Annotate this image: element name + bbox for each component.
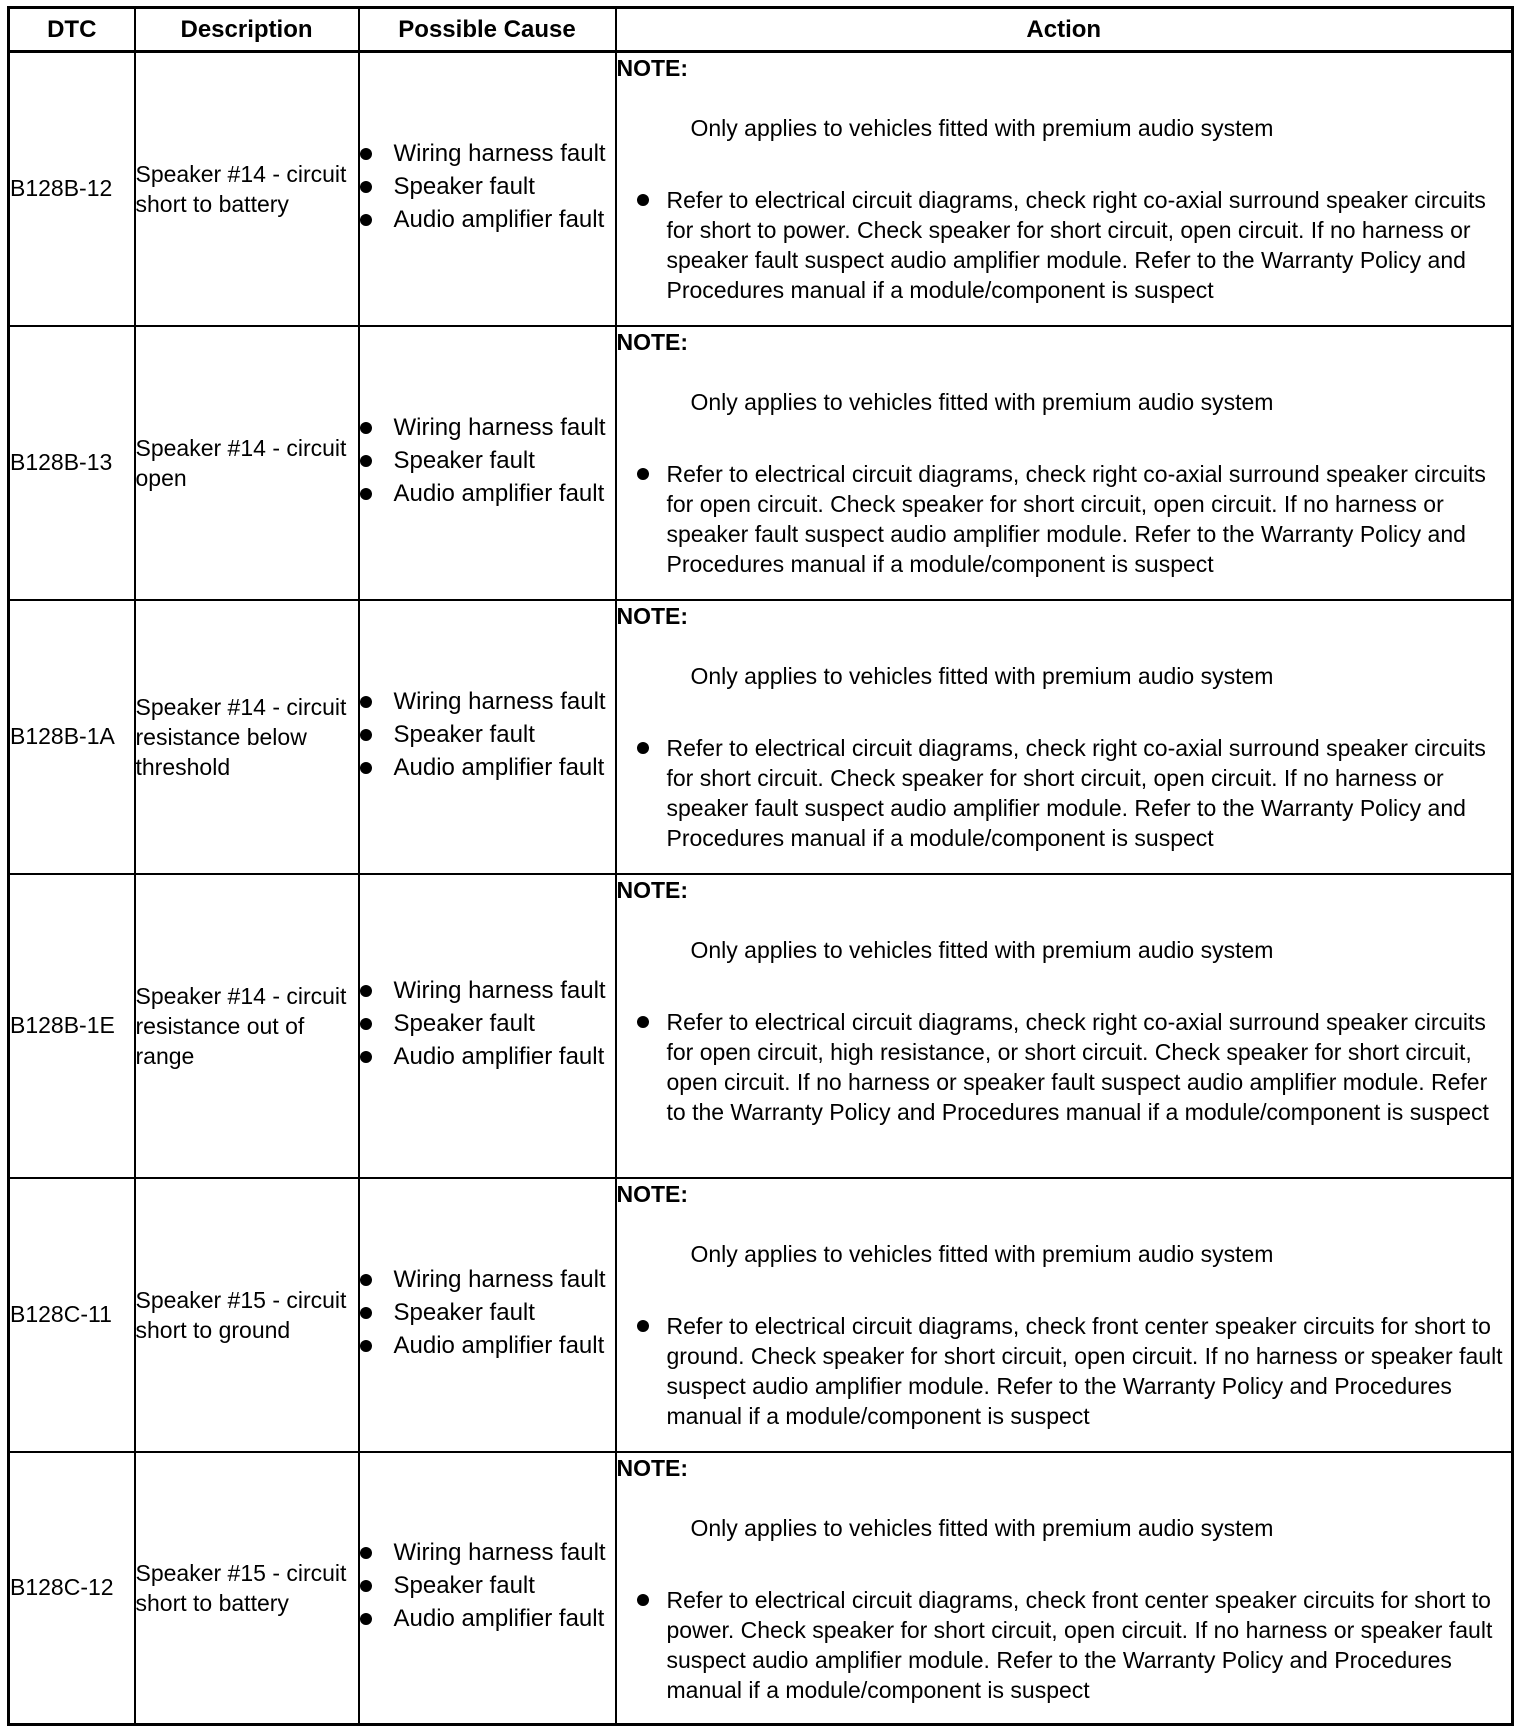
cause-list — [360, 1265, 615, 1361]
cause-item: Wiring harness fault — [360, 1538, 615, 1568]
note-text: Only applies to vehicles fitted with premium audio system — [690, 1240, 1274, 1267]
cause-item: Wiring harness fault — [360, 139, 615, 169]
cause-item: Audio amplifier fault — [360, 753, 615, 783]
header-dtc: DTC — [9, 8, 135, 52]
header-possible-cause: Possible Cause — [359, 8, 616, 52]
note-text: Only applies to vehicles fitted with premium audio system — [690, 388, 1274, 415]
cause-list — [360, 139, 615, 235]
possible-cause-cell — [359, 874, 616, 1178]
cause-item: Wiring harness fault — [360, 1265, 615, 1295]
cause-item: Wiring harness fault — [360, 976, 615, 1006]
possible-cause-cell — [359, 52, 616, 326]
dtc-description: Speaker #14 - circuit open — [135, 326, 359, 600]
dtc-description: Speaker #15 - circuit short to ground — [135, 1178, 359, 1452]
note-text: Only applies to vehicles fitted with premium audio system — [690, 662, 1274, 689]
cause-item: Speaker fault — [360, 1571, 615, 1601]
action-text: Refer to electrical circuit diagrams, check right co-axial surround speaker circuits for short circuit. Check speaker for short circuit, open circuit. If no harness or speaker fault suspect audio amplifier module. Refer to the Warranty Policy and Procedures manual if a module/component is suspect — [617, 733, 1512, 853]
action-cell — [616, 52, 1513, 326]
header-description: Description — [135, 8, 359, 52]
dtc-code: B128B-12 — [9, 52, 135, 326]
action-cell — [616, 874, 1513, 1178]
possible-cause-cell — [359, 326, 616, 600]
table-row — [9, 874, 1513, 1178]
dtc-description: Speaker #15 - circuit short to battery — [135, 1452, 359, 1725]
dtc-code: B128B-1A — [9, 600, 135, 874]
note-label: NOTE: — [616, 876, 689, 903]
note-label: NOTE: — [616, 602, 689, 629]
action-text: Refer to electrical circuit diagrams, check right co-axial surround speaker circuits for short to power. Check speaker for short circuit, open circuit. If no harness or speaker fault suspect audio amplifier module. Refer to the Warranty Policy and Procedures manual if a module/component is suspect — [617, 185, 1512, 305]
cause-item: Speaker fault — [360, 1298, 615, 1328]
cause-item: Speaker fault — [360, 172, 615, 202]
note-text: Only applies to vehicles fitted with premium audio system — [690, 1514, 1274, 1541]
dtc-code: B128C-12 — [9, 1452, 135, 1725]
header-row — [9, 8, 1513, 52]
dtc-code: B128B-1E — [9, 874, 135, 1178]
action-text: Refer to electrical circuit diagrams, check right co-axial surround speaker circuits for open circuit, high resistance, or short circuit. Check speaker for short circuit, open circuit. If no harness or speaker fault suspect audio amplifier module. Refer to the Warranty Policy and Procedures manual if a module/component is suspect — [617, 1007, 1512, 1127]
table-row — [9, 52, 1513, 326]
cause-item: Wiring harness fault — [360, 413, 615, 443]
note-label: NOTE: — [616, 1454, 689, 1481]
cause-list — [360, 1538, 615, 1634]
action-cell — [616, 600, 1513, 874]
header-action: Action — [616, 8, 1513, 52]
possible-cause-cell — [359, 600, 616, 874]
action-text: Refer to electrical circuit diagrams, check right co-axial surround speaker circuits for open circuit. Check speaker for short circuit, open circuit. If no harness or speaker fault suspect audio amplifier module. Refer to the Warranty Policy and Procedures manual if a module/component is suspect — [617, 459, 1512, 579]
action-text: Refer to electrical circuit diagrams, check front center speaker circuits for short to ground. Check speaker for short circuit, open circuit. If no harness or speaker fault suspect audio amplifier module. Refer to the Warranty Policy and Procedures manual if a module/component is suspect — [617, 1311, 1512, 1431]
possible-cause-cell — [359, 1178, 616, 1452]
cause-list — [360, 413, 615, 509]
cause-item: Audio amplifier fault — [360, 479, 615, 509]
table-row — [9, 600, 1513, 874]
note-label: NOTE: — [616, 1180, 689, 1207]
dtc-description: Speaker #14 - circuit resistance out of range — [135, 874, 359, 1178]
cause-list — [360, 976, 615, 1072]
cause-item: Speaker fault — [360, 720, 615, 750]
cause-item: Wiring harness fault — [360, 687, 615, 717]
cause-item: Audio amplifier fault — [360, 1331, 615, 1361]
dtc-code: B128B-13 — [9, 326, 135, 600]
note-text: Only applies to vehicles fitted with premium audio system — [690, 115, 1274, 141]
cause-item: Audio amplifier fault — [360, 1042, 615, 1072]
action-text: Refer to electrical circuit diagrams, check front center speaker circuits for short to power. Check speaker for short circuit, open circuit. If no harness or speaker fault suspect audio amplifier module. Refer to the Warranty Policy and Procedures manual if a module/component is suspect — [617, 1585, 1512, 1705]
action-cell — [616, 326, 1513, 600]
dtc-code: B128C-11 — [9, 1178, 135, 1452]
dtc-description: Speaker #14 - circuit short to battery — [135, 52, 359, 326]
cause-list — [360, 687, 615, 783]
table-row — [9, 326, 1513, 600]
note-label: NOTE: — [616, 328, 689, 355]
dtc-table — [7, 6, 1514, 1726]
dtc-description: Speaker #14 - circuit resistance below threshold — [135, 600, 359, 874]
cause-item: Speaker fault — [360, 446, 615, 476]
table-row — [9, 1452, 1513, 1725]
cause-item: Speaker fault — [360, 1009, 615, 1039]
note-label: NOTE: — [616, 55, 689, 81]
table-row — [9, 1178, 1513, 1452]
action-cell — [616, 1452, 1513, 1725]
possible-cause-cell — [359, 1452, 616, 1725]
cause-item: Audio amplifier fault — [360, 205, 615, 235]
note-text: Only applies to vehicles fitted with premium audio system — [690, 936, 1274, 963]
cause-item: Audio amplifier fault — [360, 1604, 615, 1634]
action-cell — [616, 1178, 1513, 1452]
